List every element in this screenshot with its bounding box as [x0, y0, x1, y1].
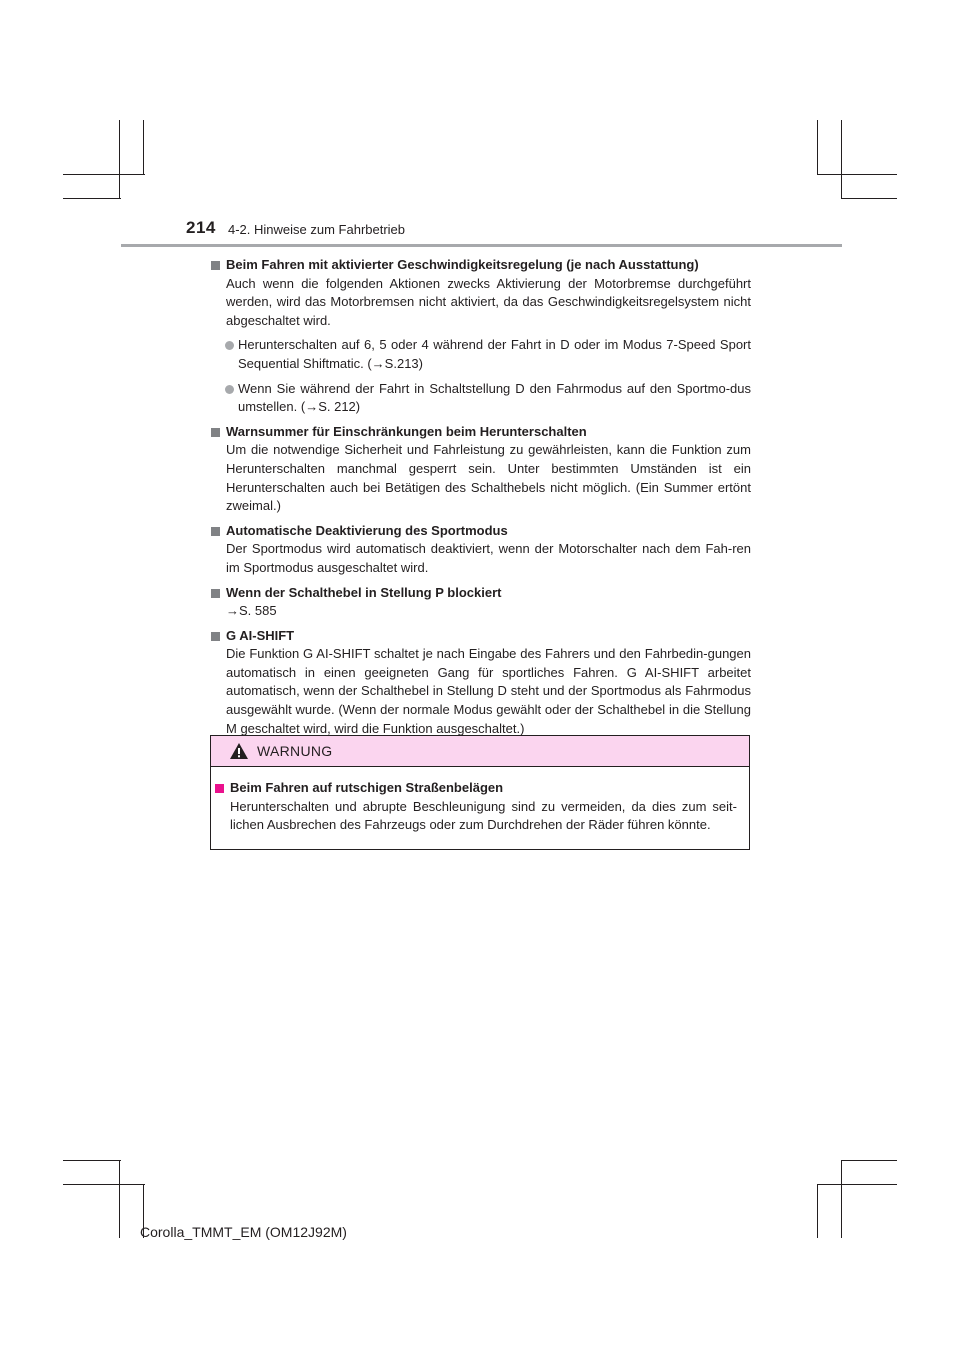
page-number: 214: [186, 218, 216, 237]
crop-mark: [817, 1184, 818, 1238]
section-text: Auch wenn die folgenden Aktionen zwecks Aktivierung der Motorbremse durchgeführt werden, wird das Motorbremsen nicht aktiviert, da das Geschwindigkeitsregelsystem nicht abgeschaltet wird.: [226, 275, 751, 328]
crop-mark: [817, 120, 818, 174]
warning-body: [211, 767, 749, 835]
section-text: Die Funktion G AI-SHIFT schaltet je nach Eingabe des Fahrers und den Fahrbedin-gungen automatisch in einen geeigneten Gang für sportliches Fahren. G AI-SHIFT arbeitet automatisch, wenn der Schalthebel in Stellung D steht und der Sportmodus als Fahrmodus ausgewählt wurde. (Wenn der normale Modus gewählt oder der Schalthebel in die Stellung M geschaltet wird, wird die Funktion ausgeschaltet.): [226, 646, 751, 736]
list-item-text: Wenn Sie während der Fahrt in Schaltstellung D den Fahrmodus auf den Sportmo-dus umstellen. (→S. 212): [238, 380, 751, 415]
section-downshift-buzzer: [211, 423, 751, 516]
crop-mark: [63, 1184, 145, 1185]
list-item-text: Herunterschalten auf 6, 5 oder 4 während der Fahrt in D oder im Modus 7-Speed Sport Sequential Shiftmatic. (→S.213): [238, 337, 751, 371]
section-shift-lever-stuck: [211, 584, 751, 621]
main-content: [211, 256, 751, 744]
square-bullet-icon: [211, 428, 220, 437]
document-id: Corolla_TMMT_EM (OM12J92M): [140, 1224, 347, 1240]
section-sport-mode-deactivation: [211, 522, 751, 578]
crop-mark: [841, 120, 842, 198]
crop-mark: [143, 120, 144, 174]
section-title: 4-2. Hinweise zum Fahrbetrieb: [228, 222, 406, 237]
page-reference-link[interactable]: →S. 585: [226, 603, 277, 619]
round-bullet-icon: [225, 385, 234, 394]
warning-text: Herunterschalten und abrupte Beschleunigung sind zu vermeiden, da dies zum seit-lichen Ausbrechen des Fahrzeugs oder zum Durchdrehen der Räder führen könnte.: [230, 798, 737, 833]
crop-mark: [817, 174, 897, 175]
section-heading: Wenn der Schalthebel in Stellung P blockiert: [226, 584, 502, 600]
crop-mark: [841, 198, 897, 199]
round-bullet-icon: [225, 341, 234, 350]
warning-box: [210, 735, 750, 850]
warning-heading: Beim Fahren auf rutschigen Straßenbelägen: [230, 780, 504, 795]
square-bullet-icon: [211, 261, 220, 270]
section-heading: Beim Fahren mit aktivierter Geschwindigkeitsregelung (je nach Ausstattung): [226, 257, 699, 272]
crop-mark: [841, 1160, 842, 1238]
crop-mark: [63, 1160, 121, 1161]
section-text: Der Sportmodus wird automatisch deaktiviert, wenn der Motorschalter nach dem Fah-ren im Sportmodus ausgeschaltet wird.: [226, 541, 751, 575]
section-heading: Automatische Deaktivierung des Sportmodus: [226, 522, 508, 538]
warning-triangle-icon: [229, 742, 249, 760]
warning-header: [211, 736, 749, 767]
crop-mark: [841, 1160, 897, 1161]
square-bullet-icon: [211, 589, 220, 598]
section-g-ai-shift: [211, 627, 751, 739]
crop-mark: [119, 120, 120, 198]
square-bullet-icon: [211, 632, 220, 641]
section-cruise-control: [211, 256, 751, 417]
crop-mark: [817, 1184, 897, 1185]
section-text: Um die notwendige Sicherheit und Fahrleistung zu gewährleisten, kann die Funktion zum Herunterschalten manchmal gesperrt sein. Unter bestimmten Umständen ist ein Herunterschalten auch bei Betätigen des Schalthebels nicht möglich. (Ein Summer ertönt zweimal.): [226, 442, 751, 514]
crop-mark: [63, 198, 121, 199]
section-heading: G AI-SHIFT: [226, 627, 295, 643]
list-item: [211, 380, 751, 417]
crop-mark: [63, 174, 145, 175]
list-item: [211, 336, 751, 373]
square-bullet-icon: [215, 784, 224, 793]
crop-mark: [119, 1160, 120, 1238]
warning-title: WARNUNG: [257, 743, 333, 759]
header-rule: [121, 244, 842, 247]
square-bullet-icon: [211, 527, 220, 536]
section-heading: Warnsummer für Einschränkungen beim Herunterschalten: [226, 423, 587, 439]
